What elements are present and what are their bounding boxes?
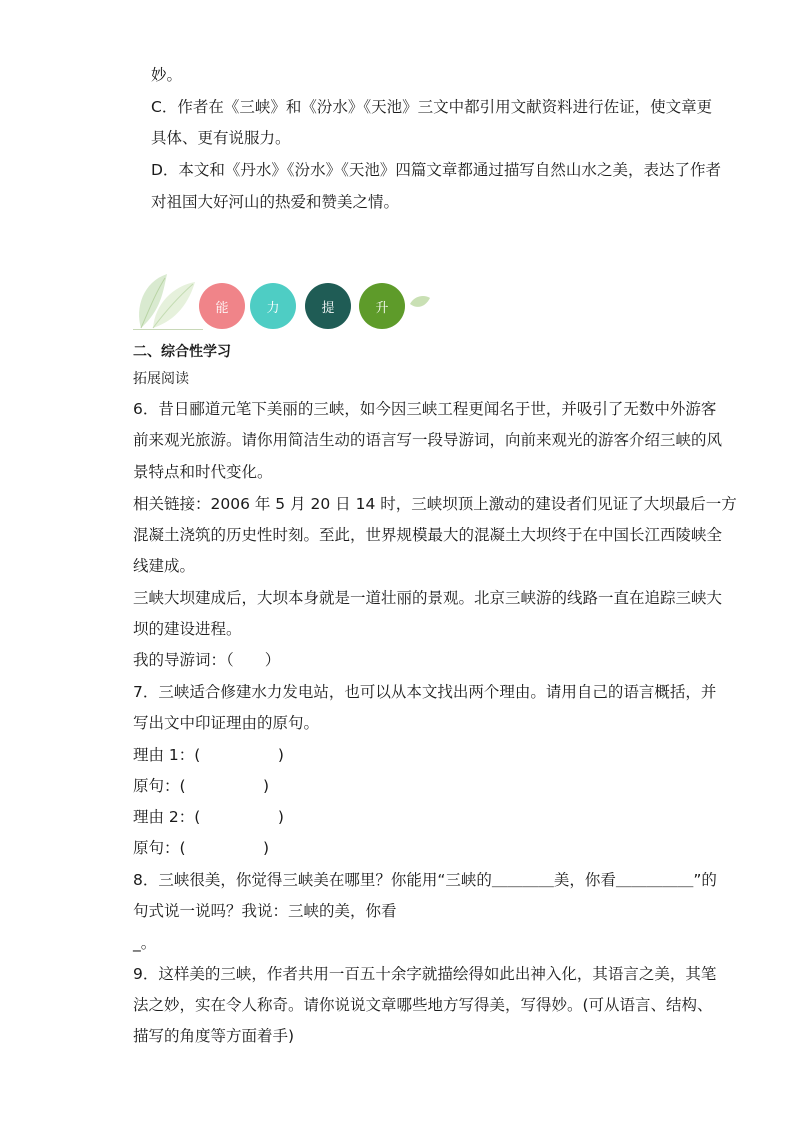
banner-underline	[133, 329, 203, 330]
section-subheading: 拓展阅读	[133, 371, 189, 387]
option-d-line: D．本文和《丹水》《汾水》《天池》四篇文章都通过描写自然山水之美，表达了作者	[151, 161, 721, 179]
banner-circle-4: 升	[359, 283, 405, 329]
small-leaf-icon	[408, 294, 432, 314]
related-link-line: 线建成。	[133, 557, 196, 575]
answer-blank-line: 我的导游词：（ ）	[133, 651, 281, 669]
question-9-line: 法之妙，实在令人称奇。请你说说文章哪些地方写得美，写得妙。(可从语言、结构、	[133, 996, 713, 1014]
banner-circle-2: 力	[250, 283, 296, 329]
related-link-line: 三峡大坝建成后，大坝本身就是一道壮丽的景观。北京三峡游的线路一直在追踪三峡大	[133, 589, 723, 607]
leaf-decoration-icon	[133, 270, 203, 332]
banner-circle-3: 提	[305, 283, 351, 329]
text-line: 对祖国大好河山的热爱和赞美之情。	[151, 193, 400, 211]
answer-blank-line: _。	[133, 934, 157, 952]
question-7-line: 写出文中印证理由的原句。	[133, 714, 320, 732]
question-8-line: 句式说一说吗？我说：三峡的美，你看	[133, 902, 397, 920]
answer-blank-line: 原句：( )	[133, 777, 270, 795]
question-8-line: 8．三峡很美，你觉得三峡美在哪里？你能用“三峡的＿＿＿＿美，你看＿＿＿＿＿”的	[133, 871, 717, 889]
question-7-line: 7．三峡适合修建水力发电站，也可以从本文找出两个理由。请用自己的语言概括，并	[133, 683, 717, 701]
related-link-line: 混凝土浇筑的历史性时刻。至此，世界规模最大的混凝土大坝终于在中国长江西陵峡全	[133, 526, 723, 544]
text-line: 妙。	[151, 66, 183, 84]
answer-blank-line: 理由 1：( )	[133, 746, 284, 764]
question-6-line: 6．昔日郦道元笔下美丽的三峡，如今因三峡工程更闻名于世，并吸引了无数中外游客	[133, 400, 717, 418]
banner-circle-1: 能	[199, 283, 245, 329]
answer-blank-line: 理由 2：( )	[133, 808, 284, 826]
question-6-line: 景特点和时代变化。	[133, 463, 273, 481]
question-9-line: 9．这样美的三峡，作者共用一百五十余字就描绘得如此出神入化，其语言之美，其笔	[133, 965, 717, 983]
related-link-line: 相关链接：2006 年 5 月 20 日 14 时，三峡坝顶上激动的建设者们见证了大坝最后一方	[133, 495, 737, 513]
answer-blank-line: 原句：( )	[133, 839, 270, 857]
section-heading: 二、综合性学习	[133, 344, 231, 360]
question-6-line: 前来观光旅游。请你用简洁生动的语言写一段导游词，向前来观光的游客介绍三峡的风	[133, 431, 723, 449]
related-link-line: 坝的建设进程。	[133, 620, 242, 638]
ability-banner	[133, 270, 433, 332]
question-9-line: 描写的角度等方面着手)	[133, 1027, 295, 1045]
text-line: 具体、更有说服力。	[151, 129, 291, 147]
option-c-line: C．作者在《三峡》和《汾水》《天池》三文中都引用文献资料进行佐证，使文章更	[151, 98, 713, 116]
